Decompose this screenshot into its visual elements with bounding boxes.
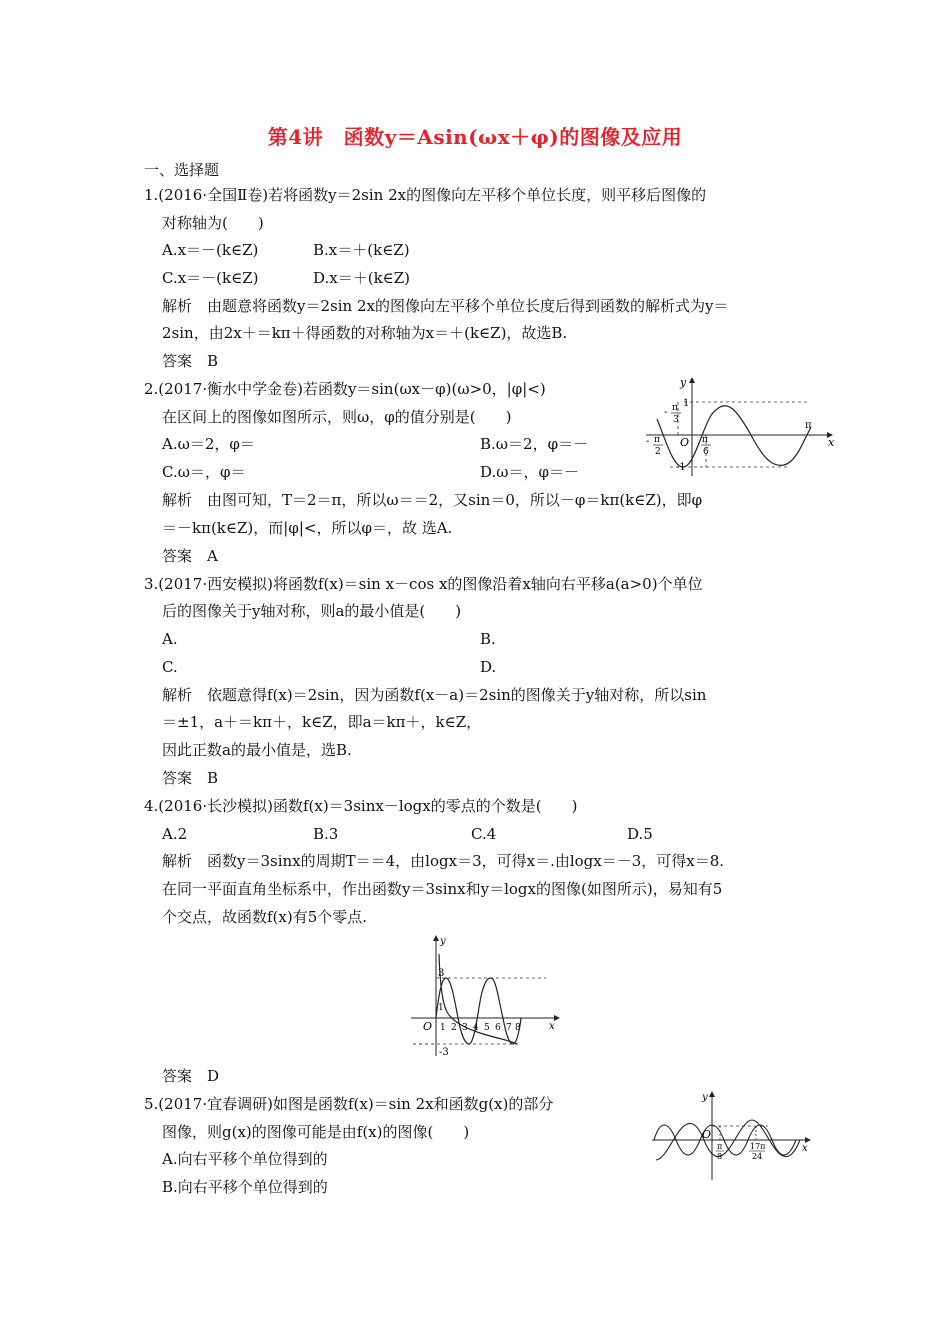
- q4-xtick-1: 1: [440, 1023, 446, 1033]
- q4-solution-line3: 个交点，故函数f(x)有5个零点.: [162, 908, 368, 926]
- q4-answer: 答案 D: [162, 1067, 220, 1085]
- q3-solution-line2: ＝±1，a＋＝kπ＋，k∈Z，即a＝kπ＋，k∈Z，: [162, 713, 482, 731]
- q5-tick-17pi24-num: 17π: [750, 1142, 766, 1151]
- q2-option-a: A.ω＝2，φ＝: [162, 435, 255, 453]
- q1-option-a: A.x＝－(k∈Z): [162, 241, 259, 259]
- q2-tick-pi: π: [805, 420, 812, 431]
- q4-xtick-7: 7: [506, 1023, 512, 1033]
- q5-two-sine-graph-figure: [650, 1088, 816, 1182]
- q2-option-d: D.ω＝，φ＝－: [480, 463, 579, 481]
- q5-stem-line1: 5.(2017·宜春调研)如图是函数f(x)＝sin 2x和函数g(x)的部分: [144, 1095, 554, 1113]
- q4-option-b: B.3: [313, 825, 339, 843]
- q1-solution-line1: 解析 由题意将函数y＝2sin 2x的图像向左平移个单位长度后得到函数的解析式为y＝: [162, 297, 729, 315]
- q1-option-c: C.x＝－(k∈Z): [162, 269, 259, 287]
- q2-tick-pi6-den: 6: [703, 447, 709, 457]
- q1-stem-line2: 对称轴为( ): [162, 214, 264, 232]
- q4-xtick-6: 6: [495, 1023, 501, 1033]
- q2-stem-line2: 在区间上的图像如图所示，则ω，φ的值分别是( ): [162, 408, 512, 426]
- q4-xtick-2: 2: [451, 1023, 457, 1033]
- q2-origin-label: O: [680, 436, 690, 449]
- q2-sine-graph-figure: [640, 372, 840, 480]
- q1-stem-line1: 1.(2016·全国Ⅱ卷)若将函数y＝2sin 2x的图像向左平移个单位长度，则平移后图像的: [144, 186, 707, 204]
- q3-option-a: A.: [162, 630, 178, 648]
- q5-tick-pi8-den: 8: [717, 1152, 723, 1161]
- q2-tick-pi6-num: π: [702, 435, 708, 445]
- q4-xtick-8: 8: [515, 1023, 521, 1033]
- q1-answer: 答案 B: [162, 352, 219, 370]
- q3-option-b: B.: [480, 630, 496, 648]
- q2-tick-neg-pi3-sign: -: [664, 407, 668, 418]
- section-heading: 一、选择题: [144, 161, 220, 179]
- q5-y-label: y: [702, 1092, 708, 1103]
- q2-solution-line2: ＝－kπ(k∈Z)，而|φ|<，所以φ＝，故 选A.: [162, 519, 453, 537]
- q4-y-label: y: [440, 936, 446, 947]
- q4-solution-line1: 解析 函数y＝3sinx的周期T＝＝4，由logx＝3，可得x＝.由logx＝－3，可得x＝8.: [162, 852, 725, 870]
- q2-x-label: x: [828, 436, 835, 449]
- q5-tick-pi8-num: π: [717, 1142, 723, 1151]
- q2-tick-minus1: -1: [676, 462, 686, 473]
- q2-tick-neg-pi3-num: π: [672, 403, 678, 413]
- q2-tick-1: 1: [683, 398, 690, 409]
- q4-x-label: x: [549, 1021, 555, 1032]
- q5-x-label: x: [802, 1143, 808, 1154]
- q2-tick-neg-pi2-num: π: [654, 435, 660, 445]
- q3-option-d: D.: [480, 658, 497, 676]
- q2-tick-neg-pi2-sign: -: [646, 436, 650, 447]
- q4-origin-label: O: [423, 1020, 433, 1033]
- q5-tick-17pi24-den: 24: [752, 1152, 763, 1161]
- q2-option-b: B.ω＝2，φ＝－: [480, 435, 589, 453]
- q3-solution-line3: 因此正数a的最小值是，选B.: [162, 741, 352, 759]
- q1-option-b: B.x＝＋(k∈Z): [313, 241, 410, 259]
- q2-solution-line1: 解析 由图可知，T＝2＝π，所以ω＝＝2，又sin＝0，所以－φ＝kπ(k∈Z)，即φ: [162, 491, 703, 509]
- q3-answer: 答案 B: [162, 769, 219, 787]
- q4-intersection-graph-figure: [405, 932, 565, 1058]
- q5-option-a: A.向右平移个单位得到的: [162, 1150, 328, 1168]
- q4-tick-minus3: -3: [439, 1047, 449, 1058]
- q4-stem-line1: 4.(2016·长沙模拟)函数f(x)＝3sinx－logx的零点的个数是( ): [144, 797, 578, 815]
- q5-origin-label: O: [702, 1128, 712, 1141]
- q3-option-c: C.: [162, 658, 178, 676]
- q4-tick-1y: 1: [438, 1003, 444, 1013]
- q2-y-label: y: [680, 376, 687, 389]
- q2-tick-neg-pi3-den: 3: [673, 415, 679, 425]
- q4-tick-3: 3: [438, 968, 445, 979]
- q1-option-d: D.x＝＋(k∈Z): [313, 269, 411, 287]
- q4-option-a: A.2: [162, 825, 188, 843]
- q4-xtick-5: 5: [484, 1023, 490, 1033]
- q2-tick-neg-pi2-den: 2: [655, 447, 661, 457]
- q4-option-d: D.5: [627, 825, 653, 843]
- q3-stem-line1: 3.(2017·西安模拟)将函数f(x)＝sin x－cos x的图像沿着x轴向右平移a(a>0)个单位: [144, 575, 703, 593]
- q4-option-c: C.4: [471, 825, 497, 843]
- q2-answer: 答案 A: [162, 547, 218, 565]
- q1-solution-line2: 2sin，由2x＋＝kπ＋得函数的对称轴为x＝＋(k∈Z)，故选B.: [162, 324, 568, 342]
- q4-solution-line2: 在同一平面直角坐标系中，作出函数y＝3sinx和y＝logx的图像(如图所示)，易知有5: [162, 880, 723, 898]
- q3-stem-line2: 后的图像关于y轴对称，则a的最小值是( ): [162, 602, 462, 620]
- q4-xtick-3: 3: [462, 1023, 468, 1033]
- q4-xtick-4: 4: [473, 1023, 479, 1033]
- q2-stem-line1: 2.(2017·衡水中学金卷)若函数y＝sin(ωx－φ)(ω>0，|φ|<): [144, 380, 546, 398]
- q4-sine-curve: [436, 978, 521, 1044]
- q5-stem-line2: 图像，则g(x)的图像可能是由f(x)的图像( ): [162, 1123, 470, 1141]
- page-title: 第4讲 函数y＝Asin(ωx＋φ)的图像及应用: [267, 125, 683, 149]
- q2-option-c: C.ω＝，φ＝: [162, 463, 246, 481]
- q5-option-b: B.向右平移个单位得到的: [162, 1178, 328, 1196]
- q3-solution-line1: 解析 依题意得f(x)＝2sin，因为函数f(x－a)＝2sin的图像关于y轴对称，所以sin: [162, 686, 707, 704]
